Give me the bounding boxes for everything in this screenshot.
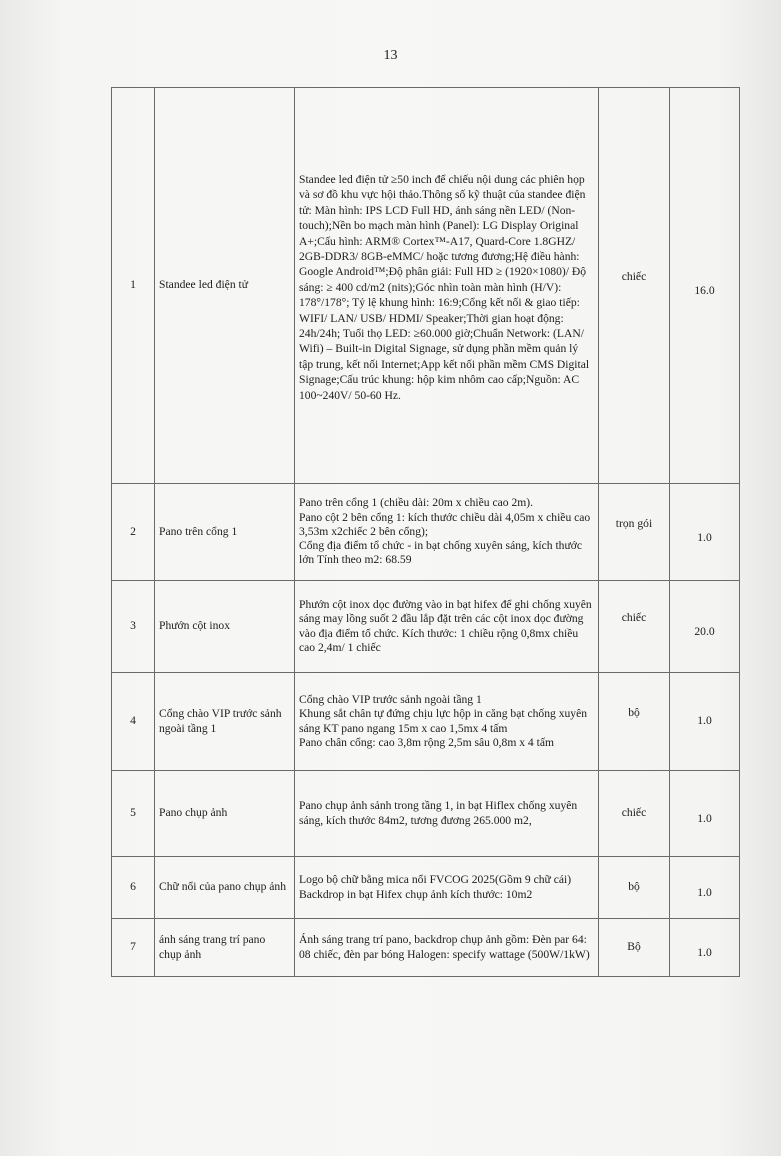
quantity-text: 1.0 [697, 714, 712, 728]
description-line: Khung sắt chân tự đứng chịu lực hộp in căng bạt chống xuyên sáng KT pano ngang 15m x cao 1,5mx 4 tấm [299, 707, 588, 735]
description-cell [295, 88, 599, 484]
quantity-cell [670, 857, 740, 919]
quantity-cell [670, 484, 740, 581]
unit-text: chiếc [621, 806, 647, 820]
row-number-cell: 5 [112, 771, 155, 857]
description-text: Standee led điện tử ≥50 inch để chiếu nội dung các phiên họp và sơ đồ khu vực hội thảo.Thông số kỹ thuật của standee điện tử: Màn hình: IPS LCD Full HD, ánh sáng nền LED/ (Non-touch);Nền bo mạch màn hình (Panel): LG Display Original A+;Cấu hình: ARM® Cortex™-A17, Quard-Core 1.8GHZ/ 2GB-DDR3/ 8GB-eMMC/ hoặc tương đương;Hệ điều hành: Google Android™;Độ phân giải: Full HD ≥ (1920×1080)/ Độ sáng: ≥ 400 cd/m2 (nits);Góc nhìn toàn màn hình (H/V): 178°/178°; Tỷ lệ khung hình: 16:9;Cổng kết nối & giao tiếp: WIFI/ LAN/ USB/ HDMI/ Speaker;Thời gian hoạt động: 24h/24h; Tuổi thọ LED: ≥60.000 giờ;Chuẩn Network: (LAN/ Wifi) – Built-in Digital Signage, sử dụng phần mềm quản lý tập trung, kết nối Internet;App kết nối phần mềm CMS Digital Signage;Cấu trúc khung: hộp kim nhôm cao cấp;Nguồn: AC 100~240V/ 50-60 Hz. [299, 172, 590, 402]
unit-cell [599, 673, 670, 771]
quantity-text: 1.0 [697, 946, 712, 960]
unit-text: chiếc [621, 270, 647, 284]
quantity-cell [670, 581, 740, 673]
quantity-text: 1.0 [697, 812, 712, 826]
unit-cell [599, 919, 670, 977]
quantity-cell [670, 771, 740, 857]
quantity-cell [670, 673, 740, 771]
unit-cell [599, 88, 670, 484]
table-row [112, 919, 740, 977]
description-line: Pano trên cổng 1 (chiều dài: 20m x chiều cao 2m). [299, 496, 534, 510]
quantity-text: 1.0 [697, 530, 712, 544]
description-cell [295, 673, 599, 771]
item-name-cell: Chữ nổi của pano chụp ảnh [155, 857, 295, 919]
table-row [112, 484, 740, 581]
row-number-cell: 2 [112, 484, 155, 581]
unit-cell [599, 771, 670, 857]
unit-text: bộ [628, 706, 640, 720]
quantity-text: 16.0 [694, 284, 715, 298]
specification-table [111, 87, 740, 977]
item-name-cell: Pano chụp ảnh [155, 771, 295, 857]
row-number-cell: 7 [112, 919, 155, 977]
row-number-cell: 4 [112, 673, 155, 771]
description-line: Pano cột 2 bên cổng 1: kích thước chiều dài 4,05m x chiều cao 3,53m x2chiếc 2 bên cổng); [299, 510, 591, 538]
table-row [112, 857, 740, 919]
item-name-cell: Cổng chào VIP trước sảnh ngoài tầng 1 [155, 673, 295, 771]
description-line: Cổng chào VIP trước sảnh ngoài tầng 1 [299, 693, 482, 707]
quantity-text: 1.0 [697, 886, 712, 900]
table-row [112, 581, 740, 673]
unit-text: chiếc [621, 611, 647, 625]
table-row [112, 771, 740, 857]
row-number-cell: 6 [112, 857, 155, 919]
page-number: 13 [383, 48, 398, 63]
unit-cell [599, 484, 670, 581]
row-number-cell: 3 [112, 581, 155, 673]
table-row [112, 673, 740, 771]
quantity-cell [670, 88, 740, 484]
table-row [112, 88, 740, 484]
item-name-cell: Standee led điện tử [155, 88, 295, 484]
unit-cell [599, 581, 670, 673]
description-line: Cổng địa điểm tổ chức - in bạt chống xuyên sáng, kích thước lớn Tính theo m2: 68.59 [299, 539, 583, 567]
description-cell [295, 484, 599, 581]
description-line: Pano chân cổng: cao 3,8m rộng 2,5m sâu 0,8m x 4 tấm [299, 735, 555, 749]
unit-text: Bộ [627, 940, 641, 954]
description-cell: Phướn cột inox dọc đường vào in bạt hifex để ghi chống xuyên sáng may lồng suốt 2 đầu lắp đặt trên các cột inox dọc đường vào địa điểm tổ chức. Kích thước: 1 chiều rộng 0,8mx chiều cao 2,4m/ 1 chiếc [295, 581, 599, 673]
description-cell: Logo bộ chữ bằng mica nổi FVCOG 2025(Gồm 9 chữ cái) Backdrop in bạt Hifex chụp ảnh kích thước: 10m2 [295, 857, 599, 919]
description-cell: Ánh sáng trang trí pano, backdrop chụp ảnh gồm: Đèn par 64: 08 chiếc, đèn par bóng Halogen: specify wattage (500W/1kW) [295, 919, 599, 977]
quantity-text: 20.0 [694, 625, 715, 639]
item-name-cell: Phướn cột inox [155, 581, 295, 673]
item-name-cell: ánh sáng trang trí pano chụp ảnh [155, 919, 295, 977]
unit-text: trọn gói [615, 516, 653, 530]
row-number-cell: 1 [112, 88, 155, 484]
unit-text: bộ [628, 880, 640, 894]
unit-cell [599, 857, 670, 919]
item-name-cell: Pano trên cổng 1 [155, 484, 295, 581]
quantity-cell [670, 919, 740, 977]
description-cell: Pano chụp ảnh sảnh trong tầng 1, in bạt Hiflex chống xuyên sáng, kích thước 84m2, tương đương 265.000 m2, [295, 771, 599, 857]
